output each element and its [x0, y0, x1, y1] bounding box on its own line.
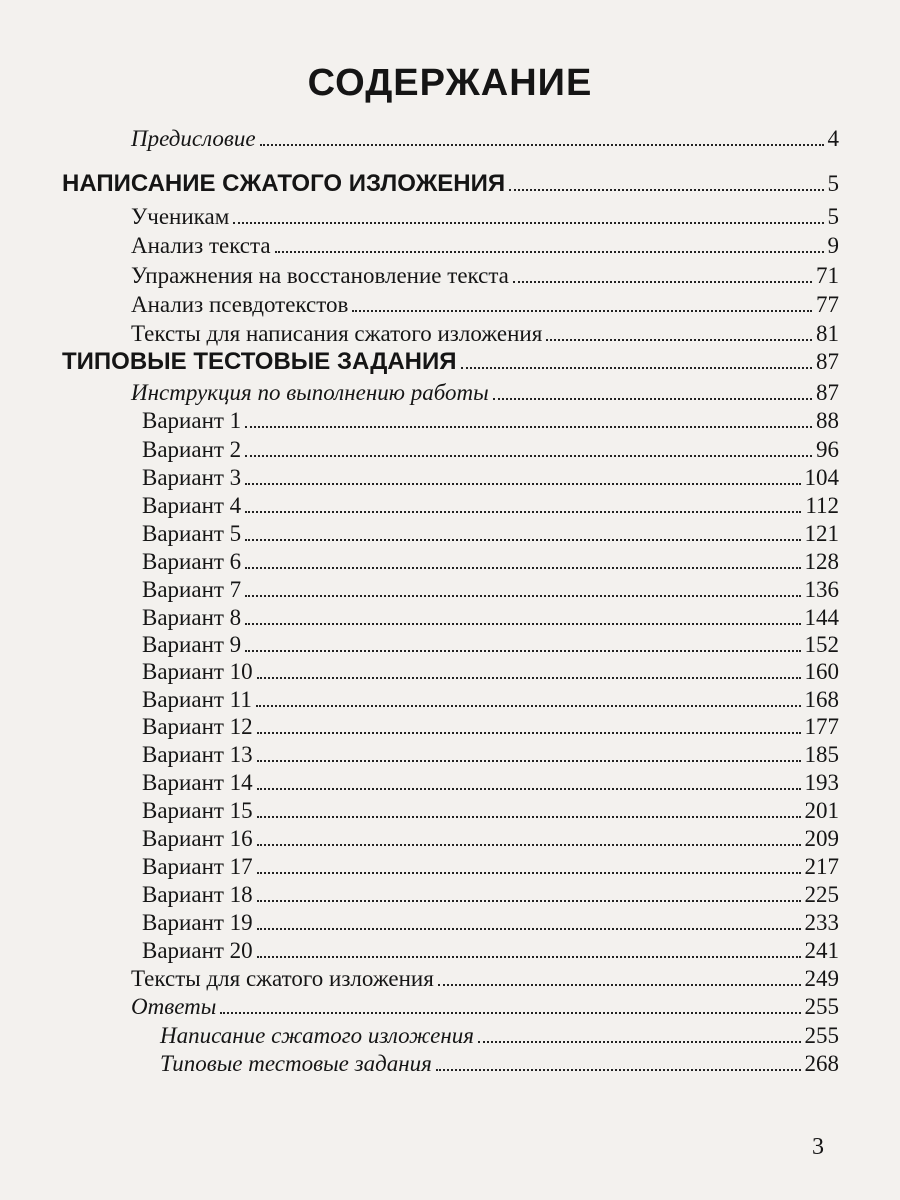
toc-entry-label: Вариант 8 [142, 605, 242, 630]
toc-entry-label: Вариант 19 [142, 910, 253, 935]
toc-entry-variant [142, 464, 839, 492]
leader-dots [461, 367, 813, 369]
toc-entry-label: Предисловие [131, 126, 256, 151]
leader-dots [245, 511, 801, 513]
leader-dots [245, 623, 800, 625]
toc-entry-label: Вариант 18 [142, 882, 253, 907]
toc-section-label: НАПИСАНИЕ СЖАТОГО ИЗЛОЖЕНИЯ [62, 170, 506, 197]
toc-entry-page: 193 [804, 770, 839, 795]
leader-dots [275, 251, 824, 253]
toc-entry [131, 320, 839, 348]
toc-entry-label: Вариант 5 [142, 521, 242, 546]
toc-entry-label: Типовые тестовые задания [160, 1051, 432, 1076]
toc-entry-page: 144 [804, 605, 839, 630]
toc-entry-label: Вариант 20 [142, 938, 253, 963]
toc-entry-page: 81 [816, 321, 839, 346]
leader-dots [352, 310, 812, 312]
toc-entry-page: 87 [816, 349, 839, 374]
toc-entry-label: Анализ текста [131, 233, 271, 258]
toc-entry-page: 249 [804, 966, 839, 991]
toc-entry-answers-sub [160, 1022, 839, 1050]
leader-dots [257, 816, 801, 818]
leader-dots [245, 483, 800, 485]
leader-dots [438, 984, 801, 986]
toc-entry-page: 177 [804, 714, 839, 739]
leader-dots [245, 426, 812, 428]
toc-entry-label: Вариант 3 [142, 465, 242, 490]
toc-entry-label: Тексты для написания сжатого изложения [131, 321, 543, 346]
toc-entry-variant [142, 520, 839, 548]
toc-entry-label: Вариант 17 [142, 854, 253, 879]
toc-entry-variant [142, 909, 839, 937]
toc-entry-label: Вариант 13 [142, 742, 253, 767]
leader-dots [256, 705, 801, 707]
toc-entry-page: 87 [816, 380, 839, 405]
toc-entry-page: 233 [804, 910, 839, 935]
toc-entry-label: Вариант 12 [142, 714, 253, 739]
leader-dots [257, 677, 801, 679]
toc-entry-label: Вариант 6 [142, 549, 242, 574]
toc-entry-preface [131, 125, 839, 153]
toc-entry-variant [142, 492, 839, 520]
leader-dots [257, 928, 801, 930]
leader-dots [493, 398, 812, 400]
toc-entry-label: Вариант 10 [142, 659, 253, 684]
leader-dots [245, 455, 812, 457]
toc-entry-page: 9 [827, 233, 839, 258]
leader-dots [260, 144, 824, 146]
toc-entry [131, 965, 839, 993]
toc-entry-variant [142, 881, 839, 909]
toc-entry-page: 185 [804, 742, 839, 767]
toc-entry-page: 201 [804, 798, 839, 823]
leader-dots [513, 281, 812, 283]
toc-entry-label: Инструкция по выполнению работы [131, 380, 489, 405]
toc-entry-label: Вариант 11 [142, 687, 252, 712]
leader-dots [257, 844, 801, 846]
leader-dots [257, 956, 801, 958]
toc-entry-label: Ответы [131, 994, 217, 1019]
leader-dots [233, 222, 823, 224]
toc-entry-page: 168 [804, 687, 839, 712]
toc-entry [131, 232, 839, 260]
leader-dots [245, 650, 800, 652]
toc-entry-label: Вариант 1 [142, 408, 242, 433]
toc-entry-variant [142, 604, 839, 632]
leader-dots [220, 1012, 800, 1014]
toc-entry-page: 136 [804, 577, 839, 602]
toc-entry-variant [142, 937, 839, 965]
leader-dots [257, 760, 801, 762]
page-number: 3 [812, 1134, 824, 1160]
toc-entry-variant [142, 741, 839, 769]
toc-entry-answers [131, 993, 839, 1021]
toc-entry [131, 203, 839, 231]
toc-entry-page: 217 [804, 854, 839, 879]
toc-entry-label: Вариант 9 [142, 632, 242, 657]
toc-entry [131, 262, 839, 290]
toc-entry [131, 291, 839, 319]
toc-entry-variant [142, 658, 839, 686]
toc-entry-instructions [131, 379, 839, 407]
toc-entry-page: 152 [804, 632, 839, 657]
leader-dots [257, 788, 801, 790]
leader-dots [257, 872, 801, 874]
leader-dots [257, 900, 801, 902]
leader-dots [245, 595, 800, 597]
toc-entry-variant [142, 769, 839, 797]
toc-entry-variant [142, 576, 839, 604]
toc-entry-variant [142, 825, 839, 853]
toc-entry-page: 241 [804, 938, 839, 963]
toc-entry-page: 209 [804, 826, 839, 851]
toc-entry-variant [142, 548, 839, 576]
toc-entry-label: Вариант 2 [142, 437, 242, 462]
toc-entry-page: 255 [804, 1023, 839, 1048]
toc-entry-page: 225 [804, 882, 839, 907]
toc-entry-page: 128 [804, 549, 839, 574]
toc-entry-variant [142, 407, 839, 435]
toc-entry-page: 121 [804, 521, 839, 546]
toc-entry-variant [142, 797, 839, 825]
toc-section-compressed-summary [62, 170, 839, 198]
leader-dots [478, 1041, 801, 1043]
toc-entry-label: Анализ псевдотекстов [131, 292, 349, 317]
leader-dots [436, 1069, 801, 1071]
toc-entry-answers-sub [160, 1050, 839, 1078]
toc-entry-page: 4 [827, 126, 839, 151]
toc-entry-label: Вариант 16 [142, 826, 253, 851]
leader-dots [257, 732, 801, 734]
toc-entry-variant [142, 631, 839, 659]
toc-entry-variant [142, 713, 839, 741]
toc-entry-label: Вариант 14 [142, 770, 253, 795]
leader-dots [509, 189, 823, 191]
toc-entry-page: 5 [827, 204, 839, 229]
toc-entry-variant [142, 686, 839, 714]
toc-entry-page: 160 [804, 659, 839, 684]
toc-entry-page: 71 [816, 263, 839, 288]
toc-section-label: ТИПОВЫЕ ТЕСТОВЫЕ ЗАДАНИЯ [62, 348, 457, 375]
toc-entry-page: 88 [816, 408, 839, 433]
toc-entry-label: Вариант 15 [142, 798, 253, 823]
toc-entry-label: Вариант 4 [142, 493, 242, 518]
leader-dots [245, 567, 800, 569]
leader-dots [546, 339, 812, 341]
toc-entry-variant [142, 436, 839, 464]
leader-dots [245, 539, 800, 541]
toc-entry-label: Упражнения на восстановление текста [131, 263, 509, 288]
toc-entry-variant [142, 853, 839, 881]
toc-entry-page: 104 [804, 465, 839, 490]
toc-entry-page: 112 [805, 493, 839, 518]
toc-section-test-tasks [62, 348, 839, 376]
toc-entry-label: Написание сжатого изложения [160, 1023, 474, 1048]
toc-entry-label: Ученикам [131, 204, 230, 229]
toc-entry-page: 5 [827, 171, 839, 196]
toc-entry-page: 96 [816, 437, 839, 462]
page-title: СОДЕРЖАНИЕ [307, 62, 593, 104]
toc-entry-label: Вариант 7 [142, 577, 242, 602]
toc-entry-page: 255 [804, 994, 839, 1019]
toc-entry-label: Тексты для сжатого изложения [131, 966, 434, 991]
toc-entry-page: 268 [804, 1051, 839, 1076]
toc-entry-page: 77 [816, 292, 839, 317]
